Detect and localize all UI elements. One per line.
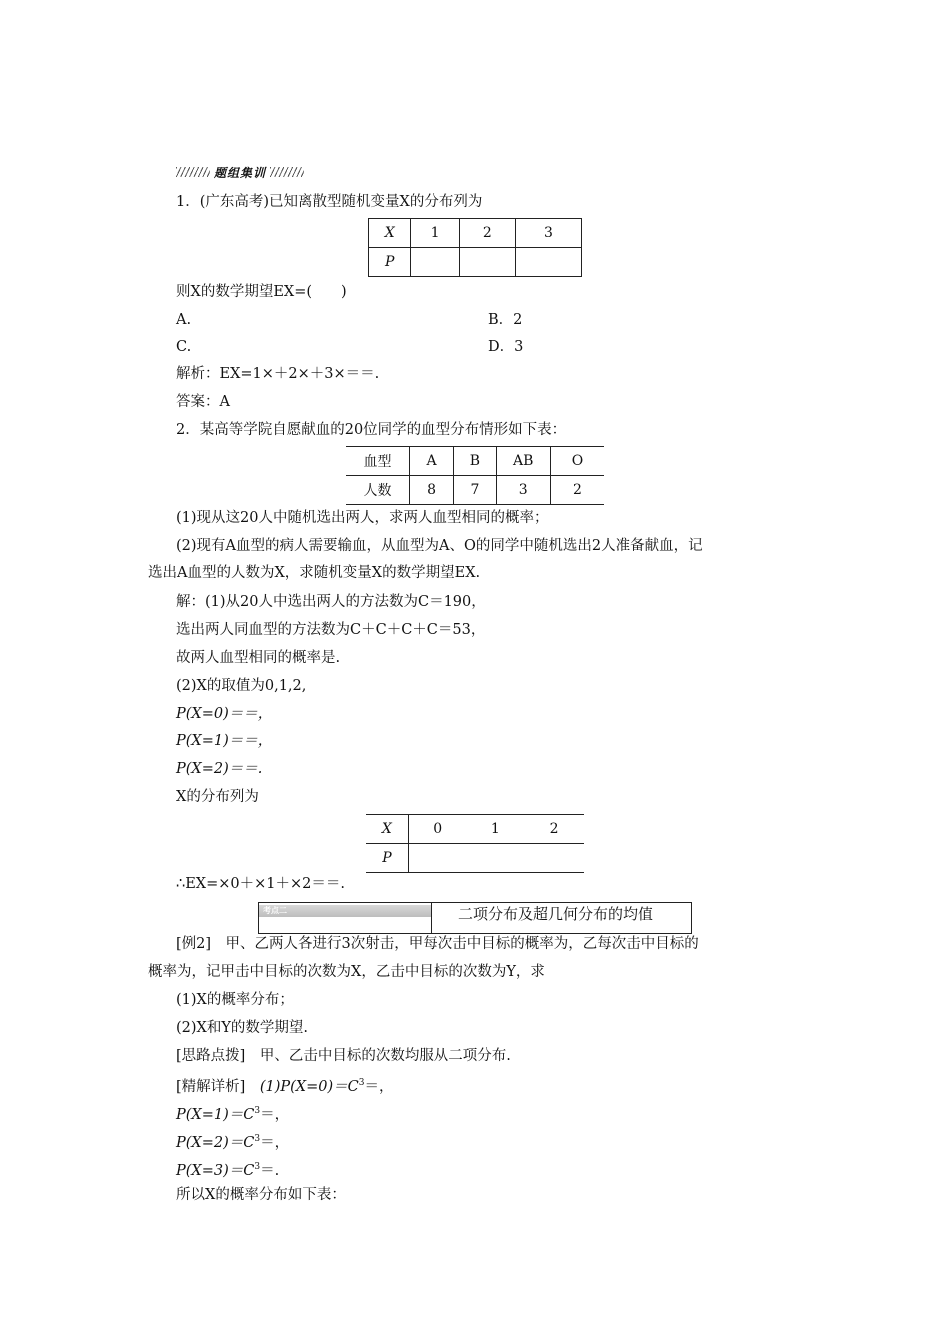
q2-td-count: 人数 <box>346 476 409 505</box>
q2-blood-header-row <box>346 447 604 476</box>
detail3-sup: 3 <box>254 1134 261 1144</box>
example2-detail-4 <box>176 1157 279 1181</box>
q1-option-b: B．2 <box>488 312 523 328</box>
q1-td-p2 <box>459 248 515 277</box>
q2-part1: (1)现从这20人中随机选出两人，求两人血型相同的概率； <box>176 510 549 526</box>
q2-dist-th-x: X <box>366 815 408 844</box>
q2-th-a: A <box>409 447 453 476</box>
q1-option-c: C. <box>176 339 192 355</box>
q2-dist-th-0: 0 <box>408 815 466 844</box>
detail2-end: ＝， <box>260 1107 290 1123</box>
q1-answer: 答案：A <box>176 394 230 410</box>
q2-td-ab: 3 <box>496 476 550 505</box>
q2-td-b: 7 <box>454 476 496 505</box>
q2-dist-td-p0 <box>408 844 466 873</box>
kaodian-box <box>258 902 692 934</box>
detail3-text: P(X=2)＝C <box>176 1135 255 1151</box>
q2-dist-header-row <box>366 815 584 844</box>
detail1-text: (1)P(X=0)＝C <box>259 1079 359 1095</box>
q1-td-p: P <box>369 248 411 277</box>
detail-label: [精解详析] <box>176 1079 260 1095</box>
detail4-end: ＝. <box>260 1163 280 1179</box>
q1-th-2: 2 <box>459 219 515 248</box>
q1-table-header-row <box>369 219 582 248</box>
example2-detail-1 <box>176 1073 393 1097</box>
q1-td-p3 <box>515 248 581 277</box>
q2-solution-2: 选出两人同血型的方法数为C＋C＋C＋C＝53， <box>176 622 486 638</box>
heading-text: 题组集训 <box>214 165 267 180</box>
q2-conclusion: ∴EX=×0＋×1＋×2＝＝. <box>176 876 346 892</box>
kaodian-title: 二项分布及超几何分布的均值 <box>431 903 691 933</box>
detail2-sup: 3 <box>254 1106 261 1116</box>
q1-th-1: 1 <box>411 219 459 248</box>
q2-td-o: 2 <box>550 476 604 505</box>
q2-part2-line1: (2)现有A血型的病人需要输血，从血型为A、O的同学中随机选出2人准备献血，记 <box>176 538 703 554</box>
q2-solution-6: P(X=1)＝＝， <box>176 733 273 749</box>
q2-dist-p-row <box>366 844 584 873</box>
q2-th-ab: AB <box>496 447 550 476</box>
q1-th-3: 3 <box>515 219 581 248</box>
example2-detail-2 <box>176 1101 289 1125</box>
q2-stem: 2．某高等学院自愿献血的20位同学的血型分布情形如下表： <box>176 422 567 438</box>
detail2-text: P(X=1)＝C <box>176 1107 255 1123</box>
q1-option-a: A. <box>176 312 192 328</box>
q1-table-p-row <box>369 248 582 277</box>
q2-solution-8: X的分布列为 <box>176 789 259 805</box>
q2-solution-4: (2)X的取值为0,1,2, <box>176 678 307 694</box>
q1-question: 则X的数学期望EX=( ) <box>176 284 347 300</box>
q2-solution-1: 解：(1)从20人中选出两人的方法数为C＝190， <box>176 594 486 610</box>
q2-dist-td-p1 <box>467 844 525 873</box>
q2-th-o: O <box>550 447 604 476</box>
example2-line2: 概率为，记甲击中目标的次数为X，乙击中目标的次数为Y，求 <box>148 964 545 980</box>
q2-td-a: 8 <box>409 476 453 505</box>
example2-hint: [思路点拨] 甲、乙击中目标的次数均服从二项分布. <box>176 1048 511 1064</box>
q1-analysis: 解析：EX=1×＋2×＋3×＝＝. <box>176 366 380 382</box>
q2-dist-th-1: 1 <box>467 815 525 844</box>
example2-part2: (2)X和Y的数学期望. <box>176 1020 309 1036</box>
q1-option-d: D．3 <box>488 339 524 355</box>
q2-dist-td-p: P <box>366 844 408 873</box>
q2-part2-line2: 选出A血型的人数为X，求随机变量X的数学期望EX. <box>148 565 481 581</box>
q2-solution-7: P(X=2)＝＝. <box>176 761 263 777</box>
detail4-text: P(X=3)＝C <box>176 1163 255 1179</box>
detail1-sup: 3 <box>358 1078 365 1088</box>
heading-stripes-left <box>176 167 210 177</box>
detail3-end: ＝， <box>260 1135 290 1151</box>
kaodian-tag: 考点二 <box>259 905 431 917</box>
example2-part1: (1)X的概率分布； <box>176 992 294 1008</box>
q1-stem: 1．(广东高考)已知离散型随机变量X的分布列为 <box>176 194 483 210</box>
q1-td-p1 <box>411 248 459 277</box>
q2-solution-5: P(X=0)＝＝， <box>176 706 273 722</box>
detail4-sup: 3 <box>254 1162 261 1172</box>
q2-th-b: B <box>454 447 496 476</box>
heading-stripes-right <box>270 167 304 177</box>
q1-th-x: X <box>369 219 411 248</box>
q2-blood-count-row <box>346 476 604 505</box>
example2-detail-3 <box>176 1129 289 1153</box>
q2-dist-table <box>366 814 584 873</box>
q2-dist-th-2: 2 <box>524 815 584 844</box>
section-heading <box>176 164 326 180</box>
q2-th-bloodtype: 血型 <box>346 447 409 476</box>
q2-blood-table <box>346 446 604 505</box>
detail1-end: ＝， <box>364 1079 394 1095</box>
example2-final: 所以X的概率分布如下表： <box>176 1187 346 1203</box>
example2-line1: [例2] 甲、乙两人各进行3次射击，甲每次击中目标的概率为，乙每次击中目标的 <box>176 936 699 952</box>
q2-solution-3: 故两人血型相同的概率是. <box>176 650 341 666</box>
q1-table <box>368 218 582 277</box>
q2-dist-td-p2 <box>524 844 584 873</box>
